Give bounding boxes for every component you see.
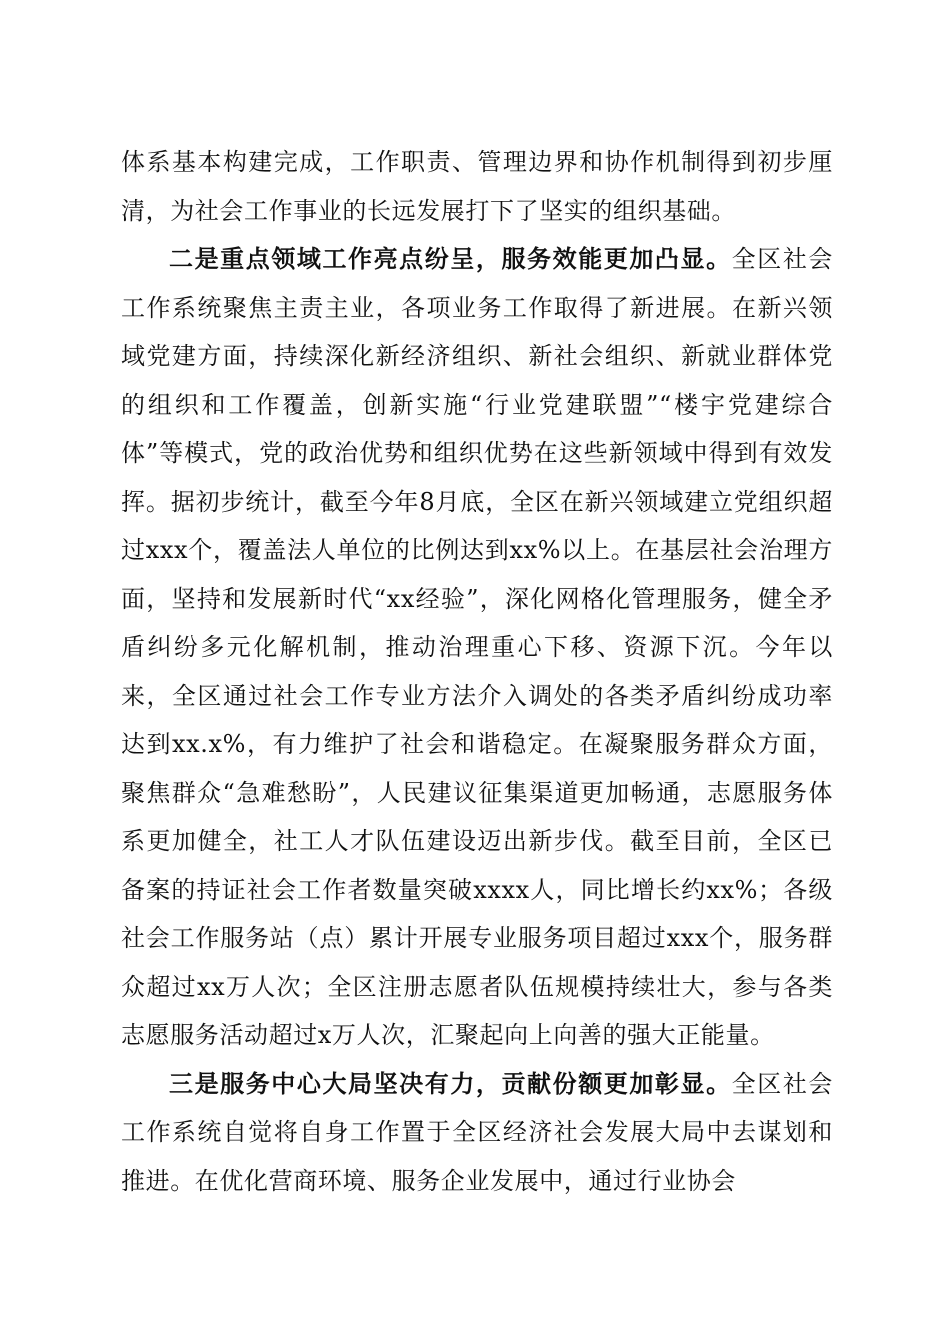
paragraph-lead: 二是重点领域工作亮点纷呈，服务效能更加凸显。	[169, 244, 732, 273]
paragraph-key-areas	[121, 235, 833, 1060]
paragraph-text: 体系基本构建完成，工作职责、管理边界和协作机制得到初步厘清，为社会工作事业的长远发展打下了坚实的组织基础。	[121, 148, 833, 225]
paragraph-text: 全区社会工作系统聚焦主责主业，各项业务工作取得了新进展。在新兴领域党建方面，持续深化新经济组织、新社会组织、新就业群体党的组织和工作覆盖，创新实施“行业党建联盟”“楼宇党建综合体”等模式，党的政治优势和组织优势在这些新领域中得到有效发挥。据初步统计，截至今年8月底，全区在新兴领域建立党组织超过xxx个，覆盖法人单位的比例达到xx%以上。在基层社会治理方面，坚持和发展新时代“xx经验”，深化网格化管理服务，健全矛盾纠纷多元化解机制，推动治理重心下移、资源下沉。今年以来，全区通过社会工作专业方法介入调处的各类矛盾纠纷成功率达到xx.x%，有力维护了社会和谐稳定。在凝聚服务群众方面，聚焦群众“急难愁盼”，人民建议征集渠道更加畅通，志愿服务体系更加健全，社工人才队伍建设迈出新步伐。截至目前，全区已备案的持证社会工作者数量突破xxxx人，同比增长约xx%；各级社会工作服务站（点）累计开展专业服务项目超过xxx个，服务群众超过xx万人次；全区注册志愿者队伍规模持续壮大，参与各类志愿服务活动超过x万人次，汇聚起向上向善的强大正能量。	[121, 245, 833, 1049]
paragraph-text: 全区社会工作系统自觉将自身工作置于全区经济社会发展大局中去谋划和推进。在优化营商环境、服务企业发展中，通过行业协会	[121, 1069, 833, 1195]
document-body	[121, 138, 833, 1205]
paragraph-serve-center	[121, 1060, 833, 1206]
paragraph-lead: 三是服务中心大局坚决有力，贡献份额更加彰显。	[169, 1068, 732, 1098]
paragraph-continuation	[121, 138, 833, 235]
